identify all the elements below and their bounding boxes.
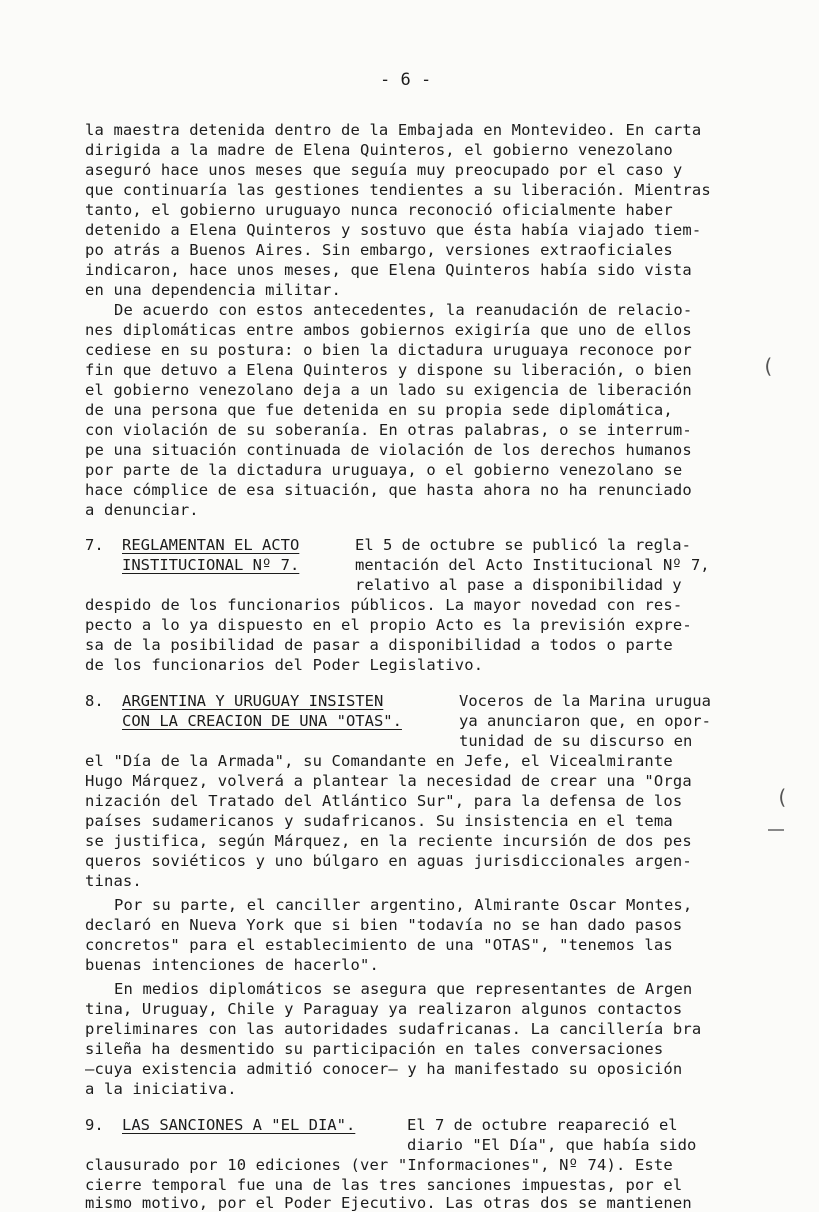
paragraph-line: de los funcionarios del Poder Legislativo. xyxy=(85,656,484,674)
paragraph-line: aseguró hace unos meses que seguía muy preocupado por el caso y xyxy=(85,161,683,179)
section-9-intro: diario "El Día", que había sido xyxy=(407,1136,697,1154)
paragraph-line: pecto a lo ya dispuesto en el propio Acto es la previsión expre- xyxy=(85,616,692,634)
paragraph-line: en una dependencia militar. xyxy=(85,281,342,299)
paragraph-line: que continuaría las gestiones tendientes a su liberación. Mientras xyxy=(85,181,711,199)
paragraph-line: —cuya existencia admitió conocer— y ha manifestado su oposición xyxy=(85,1060,683,1078)
margin-dash-mark xyxy=(768,829,784,831)
section-8-intro: tunidad de su discurso en xyxy=(459,732,693,750)
margin-paren-mark: ( xyxy=(762,354,775,378)
paragraph-line: declaró en Nueva York que si bien "todavía no se han dado pasos xyxy=(85,916,683,934)
paragraph-line: por parte de la dictadura uruguaya, o el gobierno venezolano se xyxy=(85,461,683,479)
section-9-intro: El 7 de octubre reapareció el xyxy=(407,1116,678,1134)
paragraph-line: concretos" para el establecimiento de una "OTAS", "tenemos las xyxy=(85,936,673,954)
section-7-number: 7. xyxy=(85,536,104,554)
section-8-intro: ya anunciaron que, en opor- xyxy=(459,712,711,730)
paragraph-line: preliminares con las autoridades sudafricanas. La cancillería bra xyxy=(85,1020,702,1038)
paragraph-line: sa de la posibilidad de pasar a disponibilidad a todos o parte xyxy=(85,636,673,654)
paragraph-line: países sudamericanos y sudafricanos. Su insistencia en el tema xyxy=(85,812,673,830)
paragraph-line: pe una situación continuada de violación de los derechos humanos xyxy=(85,441,692,459)
paragraph-line: de una persona que fue detenida en su propia sede diplomática, xyxy=(85,401,673,419)
paragraph-line: a la iniciativa. xyxy=(85,1080,237,1098)
section-8-number: 8. xyxy=(85,692,104,710)
page-number: - 6 - xyxy=(380,70,432,90)
section-9-number: 9. xyxy=(85,1116,104,1134)
paragraph-line: a denunciar. xyxy=(85,501,199,519)
paragraph-line: nes diplomáticas entre ambos gobiernos exigiría que uno de ellos xyxy=(85,321,692,339)
paragraph-line: hace cómplice de esa situación, que hasta ahora no ha renunciado xyxy=(85,481,692,499)
paragraph-line: queros soviéticos y uno búlgaro en aguas jurisdiccionales argen- xyxy=(85,852,692,870)
paragraph-line: la maestra detenida dentro de la Embajada en Montevideo. En carta xyxy=(85,121,702,139)
paragraph-line: cediese en su postura: o bien la dictadura uruguaya reconoce por xyxy=(85,341,692,359)
section-8-title: CON LA CREACION DE UNA "OTAS". xyxy=(122,712,402,730)
section-9-title: LAS SANCIONES A "EL DIA". xyxy=(122,1116,356,1134)
paragraph-line: De acuerdo con estos antecedentes, la reanudación de relacio- xyxy=(114,301,693,319)
paragraph-line: tina, Uruguay, Chile y Paraguay ya realizaron algunos contactos xyxy=(85,1000,683,1018)
section-8-title: ARGENTINA Y URUGUAY INSISTEN xyxy=(122,692,384,710)
paragraph-line: dirigida a la madre de Elena Quinteros, el gobierno venezolano xyxy=(85,141,673,159)
paragraph-line: clausurado por 10 ediciones (ver "Informaciones", Nº 74). Este xyxy=(85,1156,673,1174)
paragraph-line: cierre temporal fue una de las tres sanciones impuestas, por el xyxy=(85,1176,683,1194)
paragraph-line: el "Día de la Armada", su Comandante en Jefe, el Vicealmirante xyxy=(85,752,673,770)
section-7-intro: relativo al pase a disponibilidad y xyxy=(355,576,682,594)
paragraph-line: sileña ha desmentido su participación en tales conversaciones xyxy=(85,1040,664,1058)
section-7-intro: mentación del Acto Institucional Nº 7, xyxy=(355,556,710,574)
section-7-title: REGLAMENTAN EL ACTO xyxy=(122,536,300,554)
paragraph-line: tinas. xyxy=(85,872,142,890)
paragraph-line: tanto, el gobierno uruguayo nunca reconoció oficialmente haber xyxy=(85,201,673,219)
paragraph-line: indicaron, hace unos meses, que Elena Quinteros había sido vista xyxy=(85,261,692,279)
paragraph-line: Hugo Márquez, volverá a plantear la necesidad de crear una "Orga xyxy=(85,772,692,790)
paragraph-line: fin que detuvo a Elena Quinteros y dispone su liberación, o bien xyxy=(85,361,692,379)
paragraph-line: se justifica, según Márquez, en la reciente incursión de dos pes xyxy=(85,832,692,850)
paragraph-line: mismo motivo, por el Poder Ejecutivo. Las otras dos se mantienen xyxy=(85,1194,692,1212)
paragraph-line: buenas intenciones de hacerlo". xyxy=(85,956,379,974)
margin-paren-mark: ( xyxy=(776,785,789,809)
paragraph-line: el gobierno venezolano deja a un lado su exigencia de liberación xyxy=(85,381,692,399)
paragraph-line: con violación de su soberanía. En otras palabras, o se interrum- xyxy=(85,421,692,439)
paragraph-line: En medios diplomáticos se asegura que representantes de Argen xyxy=(114,980,693,998)
section-7-title: INSTITUCIONAL Nº 7. xyxy=(122,556,300,574)
paragraph-line: po atrás a Buenos Aires. Sin embargo, versiones extraoficiales xyxy=(85,241,673,259)
paragraph-line: Por su parte, el canciller argentino, Almirante Oscar Montes, xyxy=(114,896,693,914)
section-7-intro: El 5 de octubre se publicó la regla- xyxy=(355,536,691,554)
paragraph-line: detenido a Elena Quinteros y sostuvo que ésta había viajado tiem- xyxy=(85,221,702,239)
paragraph-line: despido de los funcionarios públicos. La mayor novedad con res- xyxy=(85,596,683,614)
section-8-intro: Voceros de la Marina urugua xyxy=(459,692,711,710)
paragraph-line: nización del Tratado del Atlántico Sur", para la defensa de los xyxy=(85,792,683,810)
